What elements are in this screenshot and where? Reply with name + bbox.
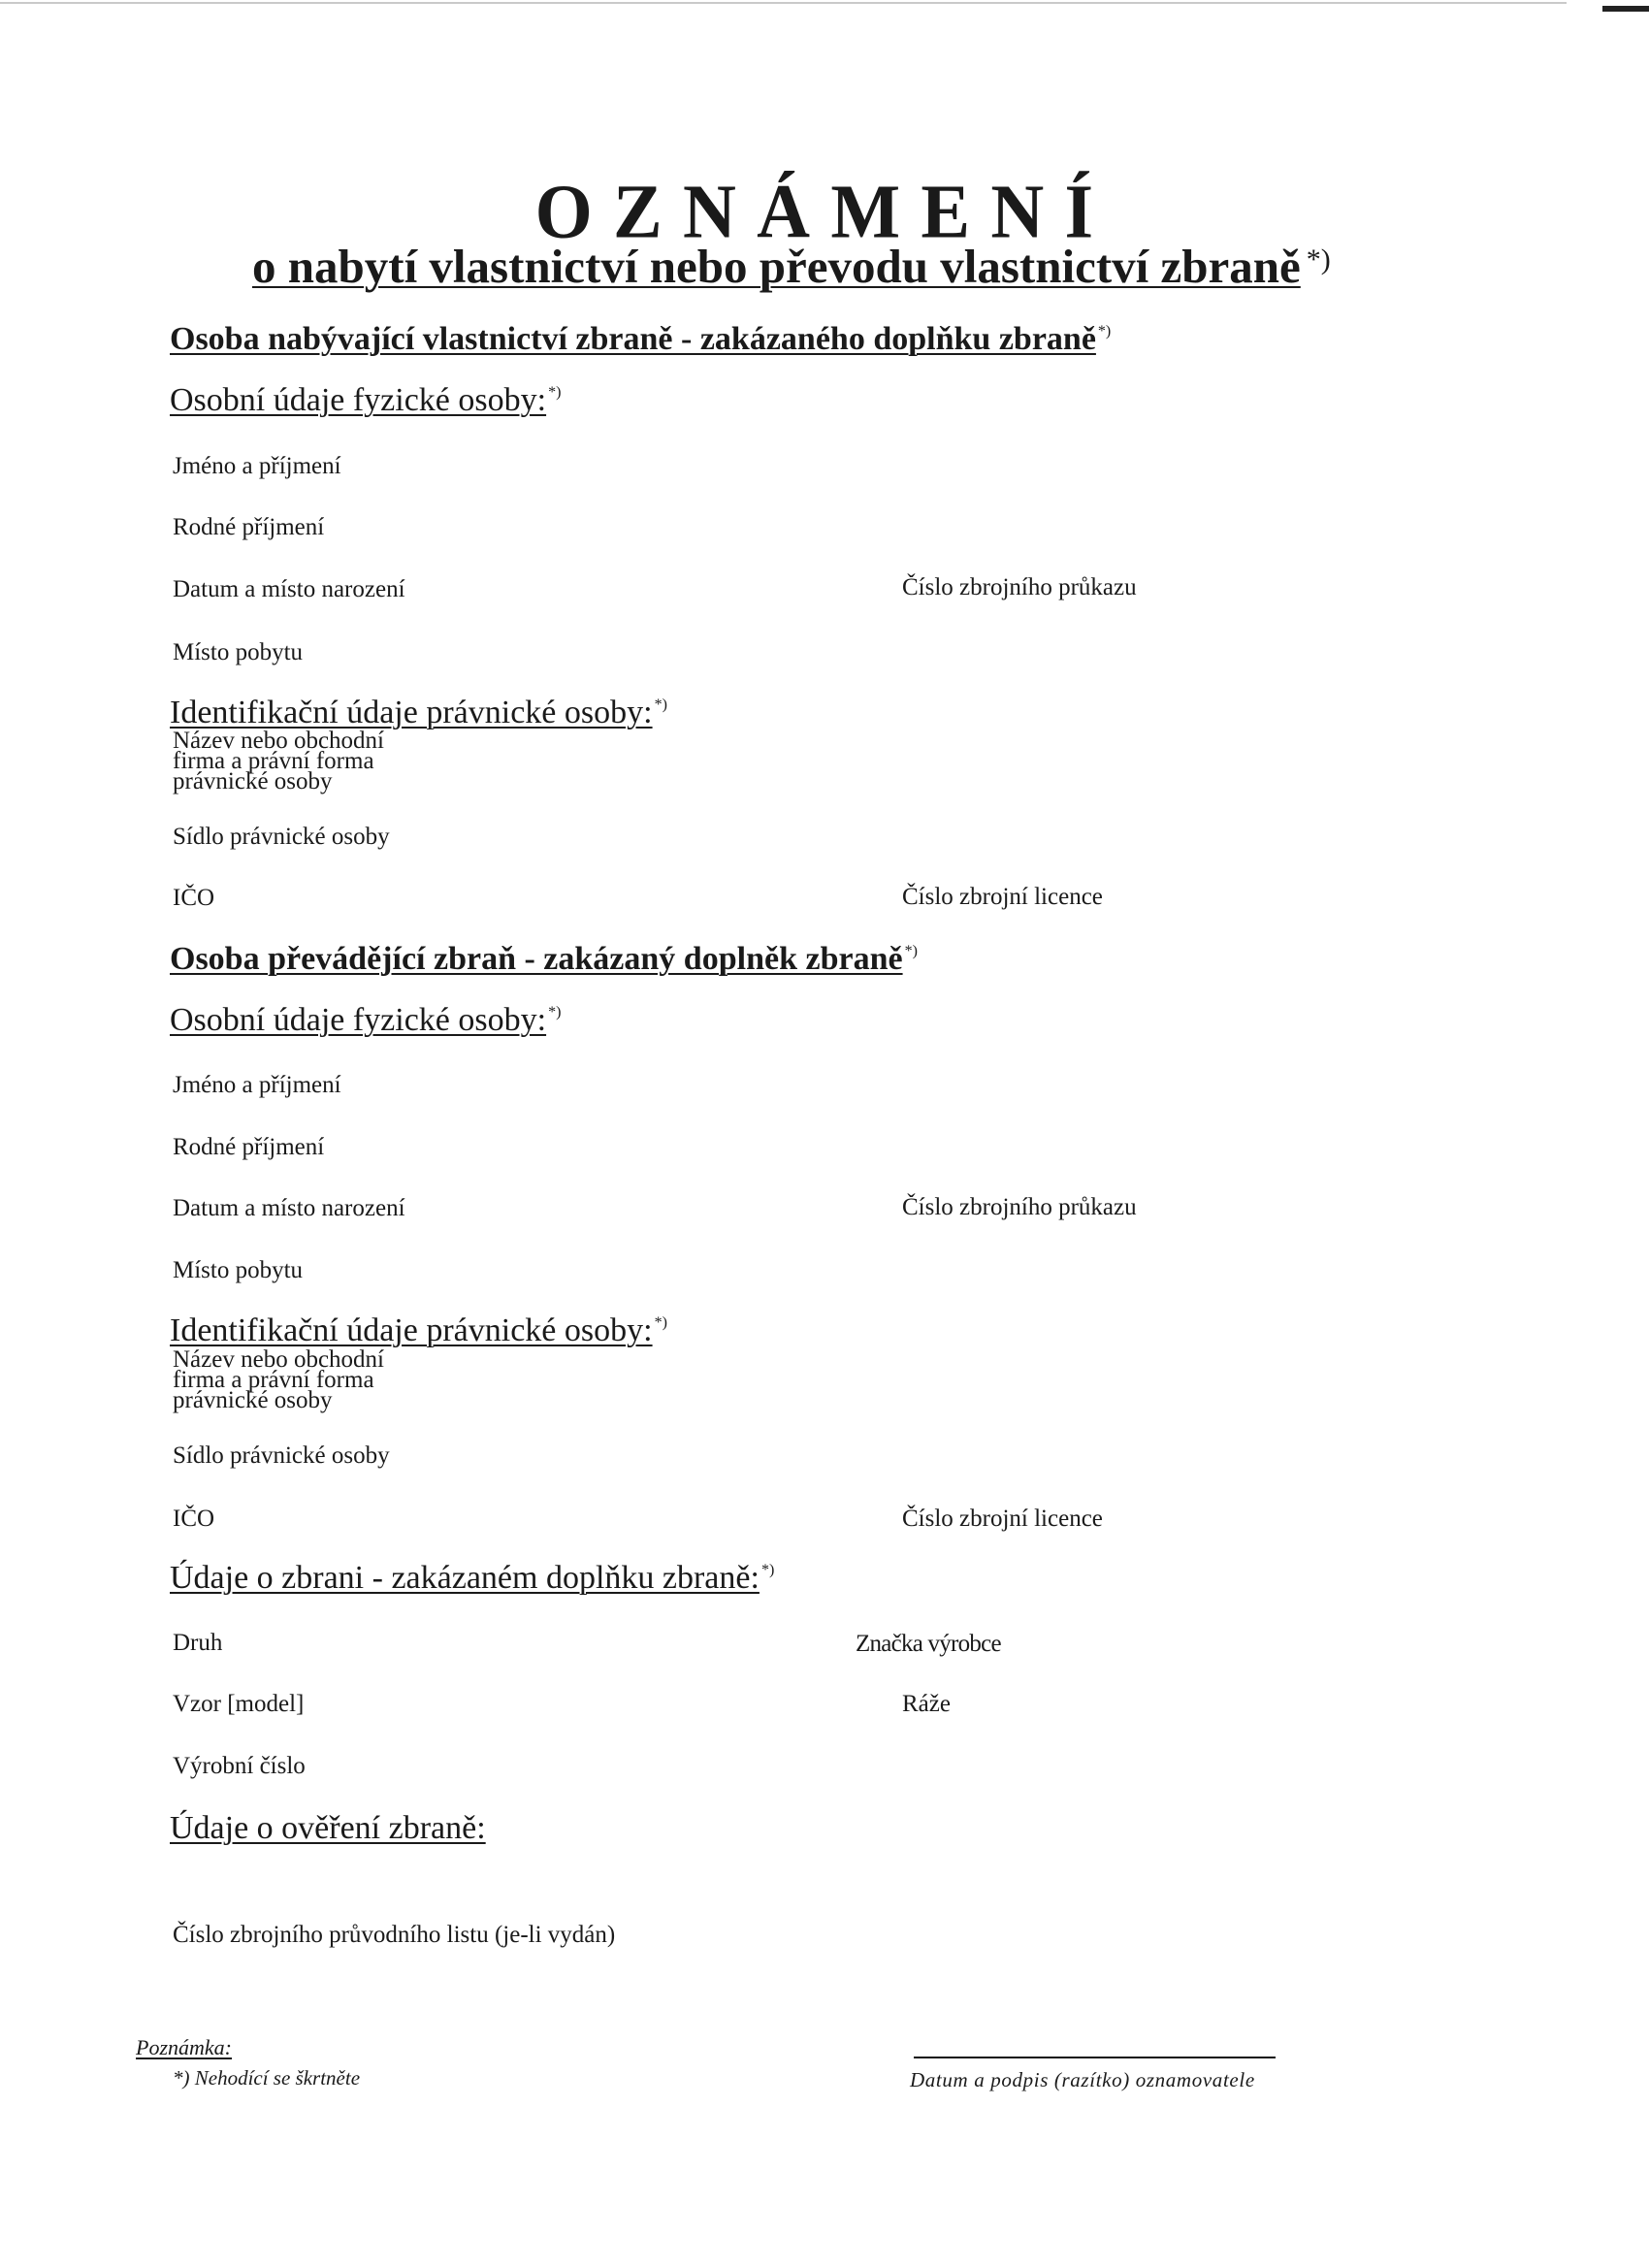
document-subtitle [252,240,1331,293]
acquirer-birth-surname-label: Rodné příjmení [173,514,325,540]
acquirer-ico-label: IČO [173,885,215,911]
weapon-type-label: Druh [173,1630,223,1656]
transferor-company-name-label: Název nebo obchodní firma a právní forma právnické osoby [173,1346,384,1413]
verification-permit-label: Číslo zbrojního průvodního listu (je-li vydán) [173,1922,616,1948]
acquirer-legal-heading [170,697,667,729]
weapon-heading [170,1562,774,1595]
transferor-natural-heading-text: Osobní údaje fyzické osoby: [170,1002,547,1038]
transferor-ico-label: IČO [173,1506,215,1532]
acquirer-seat-label: Sídlo právnické osoby [173,824,390,850]
transferor-legal-heading [170,1314,667,1347]
subtitle-text: o nabytí vlastnictví nebo převodu vlastnictví zbraně [252,240,1301,293]
transferor-legal-footnote: *) [654,1314,667,1331]
signature-line [914,2057,1276,2058]
transferor-natural-heading [170,1004,561,1037]
transferor-license-card-label: Číslo zbrojního průkazu [902,1194,1137,1220]
note-heading: Poznámka: [136,2035,232,2059]
acquirer-license-label: Číslo zbrojní licence [902,884,1103,910]
acquirer-name-label: Jméno a příjmení [173,453,341,479]
transferor-birth-surname-label: Rodné příjmení [173,1134,325,1160]
transferor-name-label: Jméno a příjmení [173,1072,341,1098]
acquirer-natural-heading [170,384,561,417]
acquirer-residence-label: Místo pobytu [173,639,304,665]
acquirer-license-card-label: Číslo zbrojního průkazu [902,574,1137,600]
transferor-natural-footnote: *) [548,1004,562,1021]
signature-label: Datum a podpis (razítko) oznamovatele [910,2068,1255,2091]
acquirer-heading-text: Osoba nabývající vlastnictví zbraně - zakázaného doplňku zbraně [170,321,1096,357]
verification-heading-text: Údaje o ověření zbraně: [170,1810,486,1846]
transferor-legal-heading-text: Identifikační údaje právnické osoby: [170,1312,653,1348]
transferor-residence-label: Místo pobytu [173,1257,304,1283]
verification-heading [170,1812,486,1845]
acquirer-birth-date-place-label: Datum a místo narození [173,576,405,602]
transferor-license-label: Číslo zbrojní licence [902,1506,1103,1532]
note-text: *) Nehodící se škrtněte [173,2066,361,2090]
acquirer-legal-footnote: *) [654,697,667,713]
acquirer-natural-footnote: *) [548,384,562,401]
transferor-heading-footnote: *) [904,943,918,959]
acquirer-company-name-label: Název nebo obchodní firma a právní forma právnické osoby [173,728,384,794]
acquirer-heading [170,323,1111,356]
transferor-seat-label: Sídlo právnické osoby [173,1442,390,1469]
weapon-serial-label: Výrobní číslo [173,1753,306,1779]
weapon-heading-text: Údaje o zbrani - zakázaném doplňku zbraně: [170,1560,760,1596]
top-border-line [0,2,1567,4]
transferor-heading [170,943,918,976]
weapon-caliber-label: Ráže [902,1691,951,1717]
transferor-birth-date-place-label: Datum a místo narození [173,1195,405,1221]
corner-scan-mark [1602,6,1649,12]
subtitle-footnote: *) [1306,243,1331,275]
document-title: OZNÁMENÍ [534,168,1115,255]
weapon-footnote: *) [760,1562,775,1578]
weapon-manufacturer-label: Značka výrobce [856,1631,1001,1657]
acquirer-natural-heading-text: Osobní údaje fyzické osoby: [170,382,547,418]
weapon-model-label: Vzor [model] [173,1691,305,1717]
acquirer-legal-heading-text: Identifikační údaje právnické osoby: [170,695,653,730]
acquirer-heading-footnote: *) [1097,323,1112,340]
transferor-heading-text: Osoba převádějící zbraň - zakázaný doplněk zbraně [170,941,903,977]
